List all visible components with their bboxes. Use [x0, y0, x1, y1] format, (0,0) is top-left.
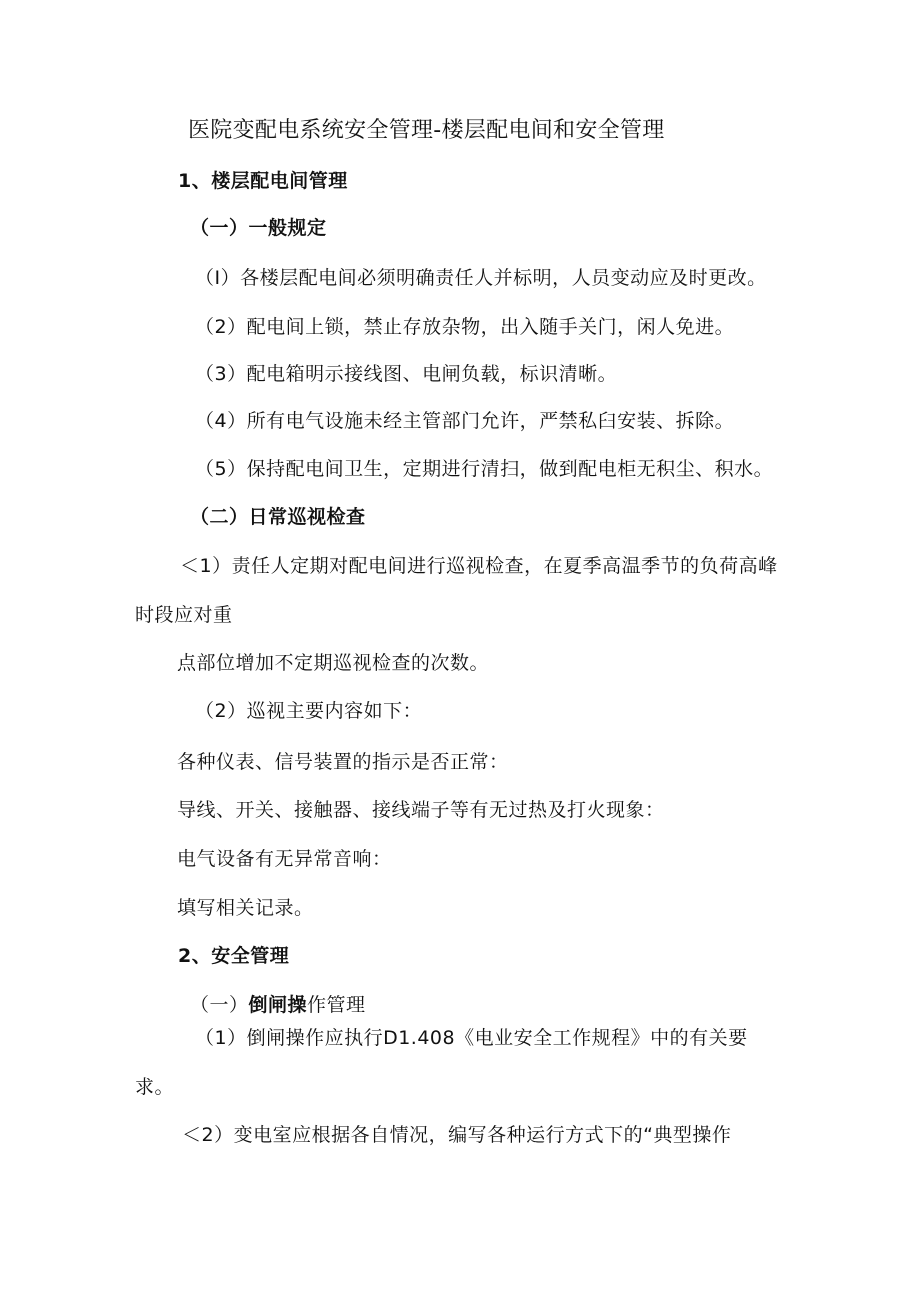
check-item-1: 各种仪表、信号装置的指示是否正常： — [177, 751, 509, 773]
switching-item-1-line-2: 求。 — [135, 1076, 175, 1098]
subsection-switching-heading — [190, 993, 366, 1017]
inspection-item-1-line-1: ＜1）责任人定期对配电间进行巡视检查，在夏季高温季节的负荷高峰 — [180, 555, 778, 577]
rule-item-2: （2）配电间上锁，禁止存放杂物，出入随手关门，闲人免进。 — [195, 316, 735, 338]
heading-prefix: （一） — [190, 994, 249, 1016]
subsection-general-rules-heading: （一）一般规定 — [190, 217, 327, 239]
rule-item-4: （4）所有电气设施未经主管部门允许，严禁私臼安装、拆除。 — [195, 410, 735, 432]
rule-item-1: （I）各楼层配电间必须明确责任人并标明，人员变动应及时更改。 — [195, 267, 767, 289]
document-title: 医院变配电系统安全管理-楼层配电间和安全管理 — [188, 118, 665, 143]
check-item-4: 填写相关记录。 — [177, 897, 314, 919]
subsection-daily-inspection-heading: （二）日常巡视检查 — [190, 506, 366, 528]
inspection-item-2: （2）巡视主要内容如下： — [195, 700, 423, 722]
switching-item-2-line-1: ＜2）变电室应根据各自情况，编写各种运行方式下的“典型操作 — [182, 1124, 732, 1146]
rule-item-3: （3）配电箱明示接线图、电闸负载，标识清晰。 — [195, 363, 618, 385]
heading-suffix: 作管理 — [307, 994, 366, 1016]
section-1-heading: 1、楼层配电间管理 — [178, 170, 348, 192]
section-2-heading: 2、安全管理 — [178, 945, 290, 967]
check-item-2: 导线、开关、接触器、接线端子等有无过热及打火现象： — [177, 799, 665, 821]
inspection-item-1-line-2: 时段应对重 — [135, 604, 233, 626]
rule-item-5: （5）保持配电间卫生，定期进行清扫，做到配电柜无积尘、积水。 — [195, 458, 774, 480]
heading-bold-part: 倒闸操 — [248, 994, 308, 1016]
check-item-3: 电气设备有无异常音响： — [177, 848, 392, 870]
switching-item-1-line-1: （1）倒闸操作应执行D1.408《电业安全工作规程》中的有关要 — [195, 1027, 748, 1049]
inspection-item-1-line-3: 点部位增加不定期巡视检查的次数。 — [177, 652, 490, 674]
